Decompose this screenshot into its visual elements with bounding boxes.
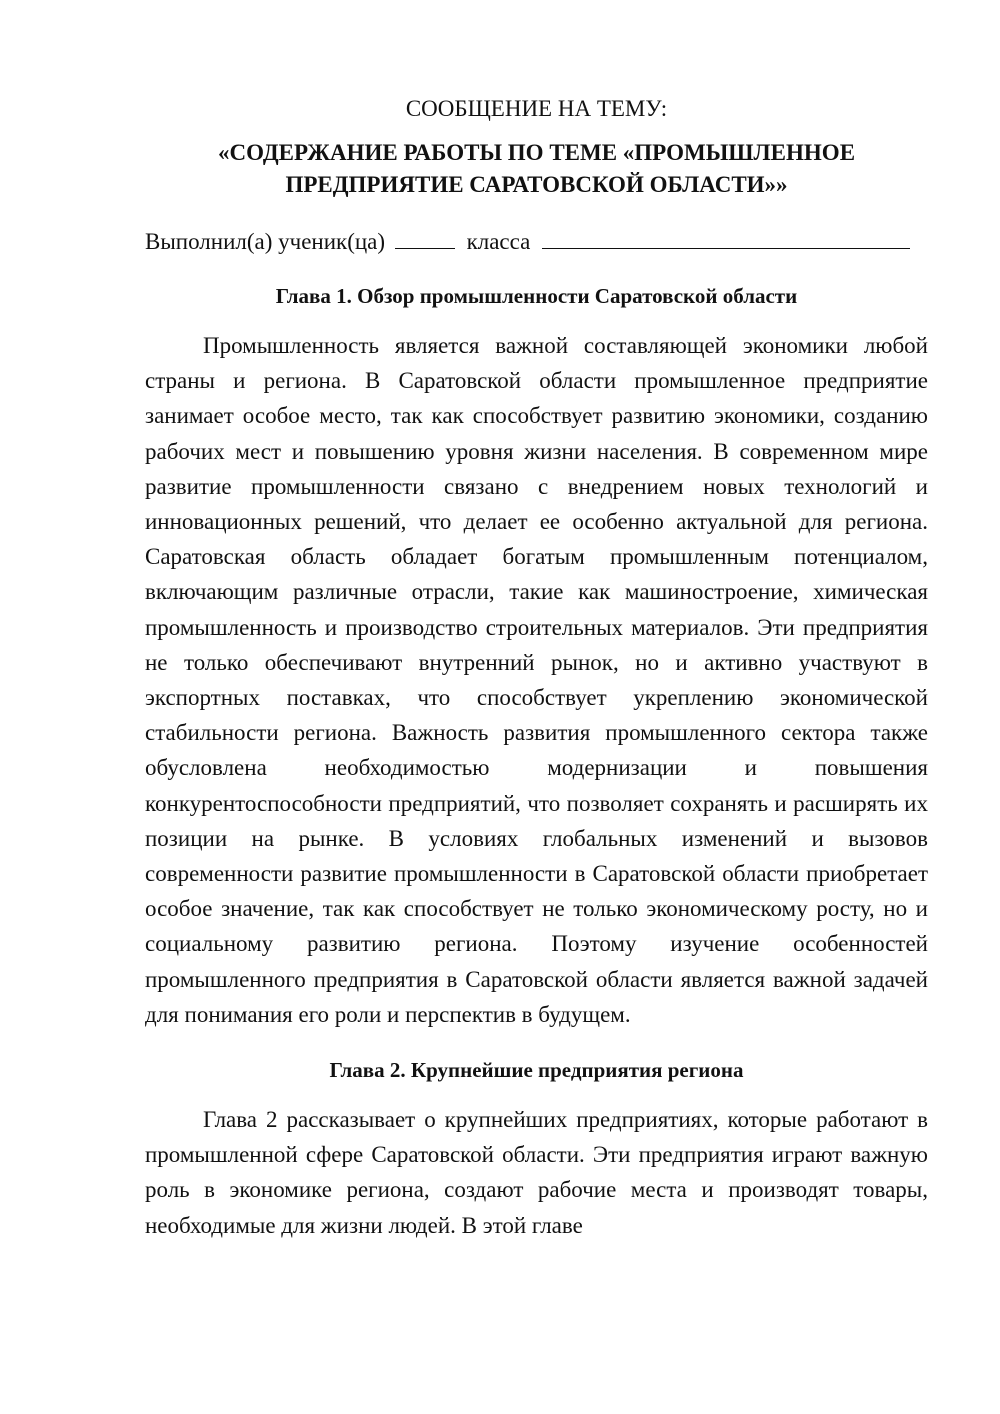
document-title-line-1: «СОДЕРЖАНИЕ РАБОТЫ ПО ТЕМЕ «ПРОМЫШЛЕННОЕ	[217, 140, 856, 165]
document-title-line-2: ПРЕДПРИЯТИЕ САРАТОВСКОЙ ОБЛАСТИ»»	[285, 172, 788, 197]
chapter-2-heading: Глава 2. Крупнейшие предприятия региона	[329, 1058, 744, 1083]
document-page	[145, 92, 928, 1243]
document-kicker: СООБЩЕНИЕ НА ТЕМУ:	[405, 96, 668, 121]
class-number-blank	[395, 226, 455, 249]
chapter-1-heading: Глава 1. Обзор промышленности Саратовской области	[275, 284, 798, 308]
author-prefix: Выполнил(а) ученик(ца)	[145, 229, 386, 254]
author-line	[145, 225, 928, 259]
author-class-label: класса	[466, 229, 531, 254]
chapter-2-paragraph: Глава 2 рассказывает о крупнейших предприятиях, которые работают в промышленной сфере Саратовской области. Эти предприятия играют важную роль в экономике региона, создают рабочие места и производят товары, необходимые для жизни людей. В этой главе	[145, 1107, 928, 1238]
chapter-1-paragraph: Промышленность является важной составляющей экономики любой страны и региона. В Саратовской области промышленное предприятие занимает особое место, так как способствует развитию экономики, созданию рабочих мест и повышению уровня жизни населения. В современном мире развитие промышленности связано с внедрением новых технологий и инновационных решений, что делает ее особенно актуальной для региона. Саратовская область обладает богатым промышленным потенциалом, включающим различные отрасли, такие как машиностроение, химическая промышленность и производство строительных материалов. Эти предприятия не только обеспечивают внутренний рынок, но и активно участвуют в экспортных поставках, что способствует укреплению экономической стабильности региона. Важность развития промышленного сектора также обусловлена необходимостью модернизации и повышения конкурентоспособности предприятий, что позволяет сохранять и расширять их позиции на рынке. В условиях глобальных изменений и вызовов современности развитие промышленности в Саратовской области приобретает особое значение, так как способствует не только экономическому росту, но и социальному развитию региона. Поэтому изучение особенностей промышленного предприятия в Саратовской области является важной задачей для понимания его роли и перспектив в будущем.	[145, 333, 928, 1027]
student-name-blank	[542, 226, 910, 249]
document-title	[145, 137, 928, 201]
